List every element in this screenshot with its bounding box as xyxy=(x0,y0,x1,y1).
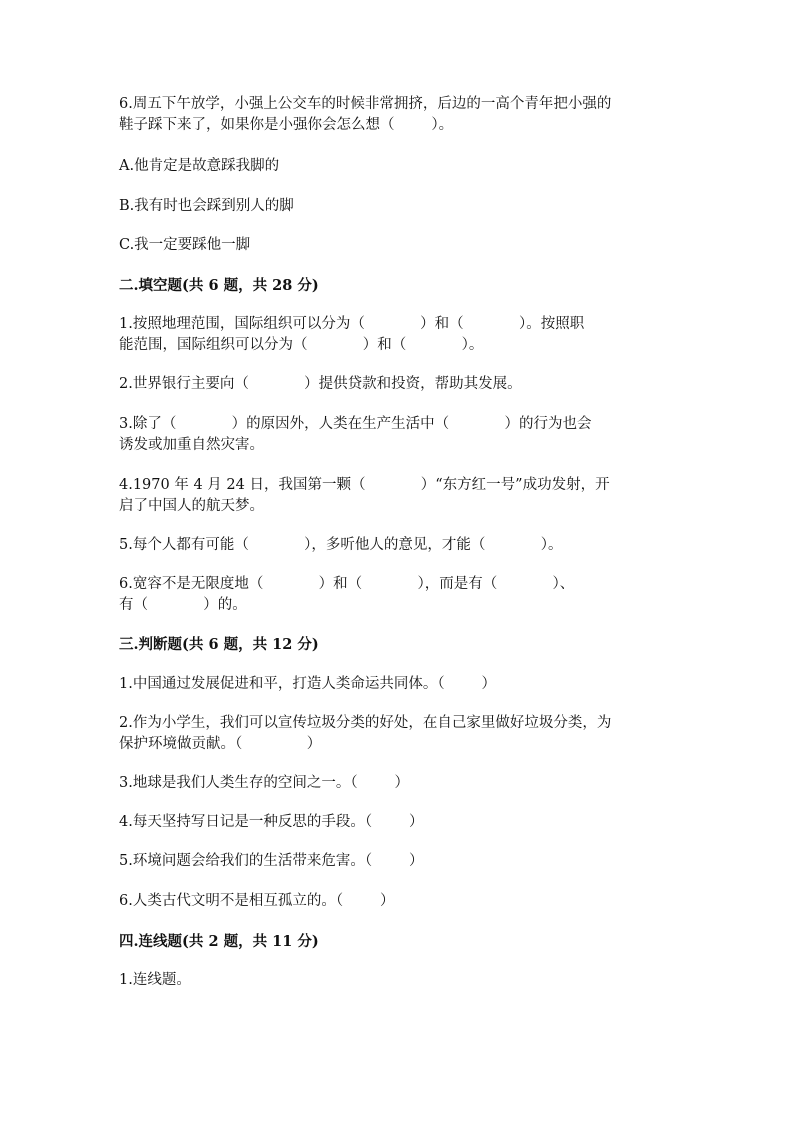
s2-item1-line1: 1.按照地理范围，国际组织可以分为（ ）和（ ）。按照职 xyxy=(119,316,585,332)
s4-item1-line1: 1.连线题。 xyxy=(119,972,191,988)
s2-item3-line2: 诱发或加重自然灾害。 xyxy=(119,437,264,453)
section2-title: 二.填空题(共 6 题，共 28 分) xyxy=(119,277,319,294)
q6-option-b: B.我有时也会踩到别人的脚 xyxy=(119,198,294,214)
q6-option-c: C.我一定要踩他一脚 xyxy=(119,237,251,253)
s3-item2-line1: 2.作为小学生，我们可以宣传垃圾分类的好处，在自己家里做好垃圾分类，为 xyxy=(119,715,612,731)
s2-item2-line1: 2.世界银行主要向（ ）提供贷款和投资，帮助其发展。 xyxy=(119,376,522,392)
q6-line2: 鞋子踩下来了，如果你是小强你会怎么想（ ）。 xyxy=(119,117,454,133)
s3-item1-line1: 1.中国通过发展促进和平，打造人类命运共同体。（ ） xyxy=(119,676,496,692)
s3-item4-line1: 4.每天坚持写日记是一种反思的手段。（ ） xyxy=(119,814,424,830)
s2-item1-line2: 能范围，国际组织可以分为（ ）和（ ）。 xyxy=(119,337,484,353)
section3-title: 三.判断题(共 6 题，共 12 分) xyxy=(119,636,319,653)
s3-item3-line1: 3.地球是我们人类生存的空间之一。（ ） xyxy=(119,775,409,791)
q6-option-a: A.他肯定是故意踩我脚的 xyxy=(119,158,280,174)
s2-item5-line1: 5.每个人都有可能（ ），多听他人的意见，才能（ ）。 xyxy=(119,537,563,553)
s2-item4-line1: 4.1970 年 4 月 24 日，我国第一颗（ ）“东方红一号”成功发射，开 xyxy=(119,477,610,493)
s2-item6-line1: 6.宽容不是无限度地（ ）和（ ），而是有（ ）、 xyxy=(119,576,575,592)
s3-item5-line1: 5.环境问题会给我们的生活带来危害。（ ） xyxy=(119,853,424,869)
section4-title: 四.连线题(共 2 题，共 11 分) xyxy=(119,933,319,950)
s3-item2-line2: 保护环境做贡献。（ ） xyxy=(119,736,322,752)
s2-item6-line2: 有（ ）的。 xyxy=(119,597,247,613)
q6-line1: 6.周五下午放学，小强上公交车的时候非常拥挤，后边的一高个青年把小强的 xyxy=(119,96,612,112)
s3-item6-line1: 6.人类古代文明不是相互孤立的。（ ） xyxy=(119,893,395,909)
s2-item3-line1: 3.除了（ ）的原因外，人类在生产生活中（ ）的行为也会 xyxy=(119,416,592,432)
s2-item4-line2: 启了中国人的航天梦。 xyxy=(119,498,264,514)
